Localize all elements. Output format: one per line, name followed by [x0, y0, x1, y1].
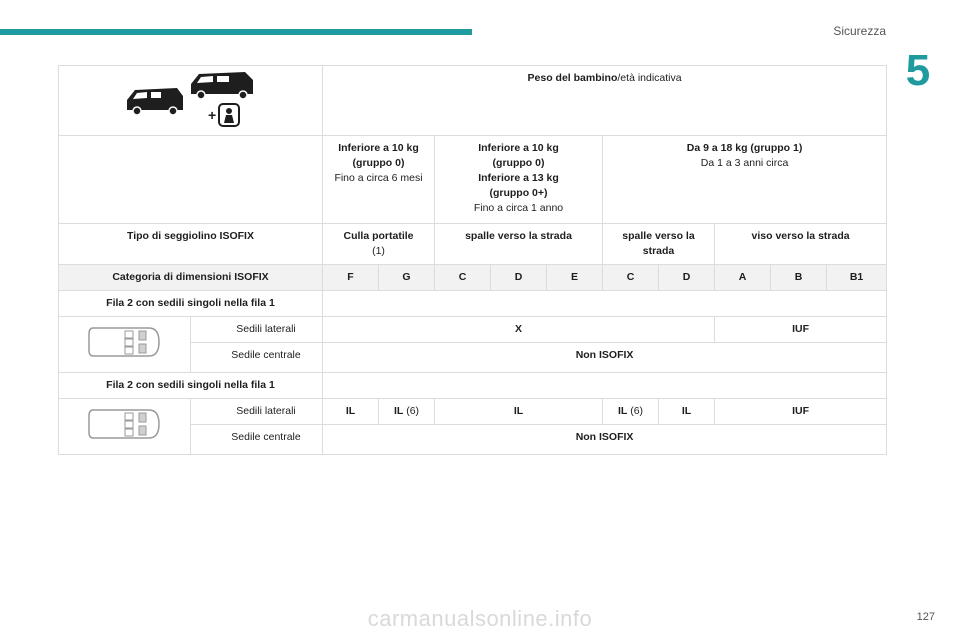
group-cell-0: [323, 136, 435, 224]
value-cell: Non ISOFIX: [323, 343, 887, 373]
row-label: Sedile centrale: [191, 343, 323, 373]
size-cell: D: [659, 265, 715, 291]
group-line: (gruppo 0+): [489, 187, 548, 199]
page-number: 127: [916, 611, 935, 623]
group-line: Inferiore a 10 kg: [338, 142, 419, 154]
watermark: carmanualsonline.info: [367, 606, 593, 631]
van-seat-layout-icon: [85, 404, 165, 444]
size-cell: B1: [827, 265, 887, 291]
seat-type-bold: Culla portatile: [343, 230, 414, 242]
size-cell: F: [323, 265, 379, 291]
empty-cell: [323, 291, 887, 317]
value-bold: IL: [345, 405, 356, 417]
block-title: Fila 2 con sedili singoli nella fila 1: [59, 291, 323, 317]
value-bold: IL: [513, 405, 524, 417]
row-label: Sedili laterali: [191, 317, 323, 343]
row-label: Sedile centrale: [191, 425, 323, 455]
size-cell: C: [435, 265, 491, 291]
weight-heading-bold: Peso del bambino: [527, 72, 618, 84]
group-age: Fino a circa 6 mesi: [334, 172, 423, 184]
value-cell: [323, 399, 379, 425]
size-cell: B: [771, 265, 827, 291]
size-cell: E: [547, 265, 603, 291]
value-cell: X: [323, 317, 715, 343]
empty-cell: [323, 373, 887, 399]
value-note: (6): [403, 405, 420, 417]
section-title: Sicurezza: [833, 24, 886, 38]
vans-child-icon-cell: [59, 66, 323, 136]
value-cell: [379, 399, 435, 425]
value-note: (6): [627, 405, 644, 417]
size-cell: A: [715, 265, 771, 291]
seat-type-cell: spalle verso la strada: [435, 224, 603, 265]
svg-text:+: +: [207, 107, 216, 123]
size-label: Categoria di dimensioni ISOFIX: [59, 265, 323, 291]
seat-layout-icon-cell: [59, 317, 191, 373]
weight-heading-rest: /età indicativa: [617, 72, 682, 84]
size-cell: G: [379, 265, 435, 291]
value-cell: IUF: [715, 317, 887, 343]
seat-type-cell: viso verso la strada: [715, 224, 887, 265]
group-line: (gruppo 0): [352, 157, 405, 169]
group-line: Inferiore a 10 kg: [478, 142, 559, 154]
group-line: Da 9 a 18 kg (gruppo 1): [686, 142, 803, 154]
empty-cell: [59, 136, 323, 224]
value-cell: [659, 399, 715, 425]
block-title: Fila 2 con sedili singoli nella fila 1: [59, 373, 323, 399]
value-cell: [603, 399, 659, 425]
isofix-table: [58, 65, 887, 455]
value-cell: Non ISOFIX: [323, 425, 887, 455]
van-seat-layout-icon: [85, 322, 165, 362]
seat-type-label: Tipo di seggiolino ISOFIX: [59, 224, 323, 265]
group-line: Inferiore a 13 kg: [478, 172, 559, 184]
group-cell-2: [603, 136, 887, 224]
group-age: Da 1 a 3 anni circa: [700, 157, 789, 169]
header-accent-bar: [0, 29, 472, 35]
chapter-number: 5: [905, 46, 931, 95]
value-cell: [435, 399, 603, 425]
group-age: Fino a circa 1 anno: [473, 202, 564, 214]
size-cell: C: [603, 265, 659, 291]
seat-layout-icon-cell: [59, 399, 191, 455]
row-label: Sedili laterali: [191, 399, 323, 425]
value-bold: IUF: [792, 405, 810, 417]
weight-heading: [323, 66, 887, 136]
seat-type-cell: spalle verso la strada: [603, 224, 715, 265]
seat-type-note: (1): [372, 245, 385, 257]
value-bold: IL: [393, 405, 404, 417]
value-cell: [715, 399, 887, 425]
size-cell: D: [491, 265, 547, 291]
seat-type-cell: [323, 224, 435, 265]
group-cell-1: [435, 136, 603, 224]
group-line: (gruppo 0): [492, 157, 545, 169]
two-vans-with-child-icon: [121, 66, 261, 130]
value-bold: IL: [617, 405, 628, 417]
value-bold: IL: [681, 405, 692, 417]
